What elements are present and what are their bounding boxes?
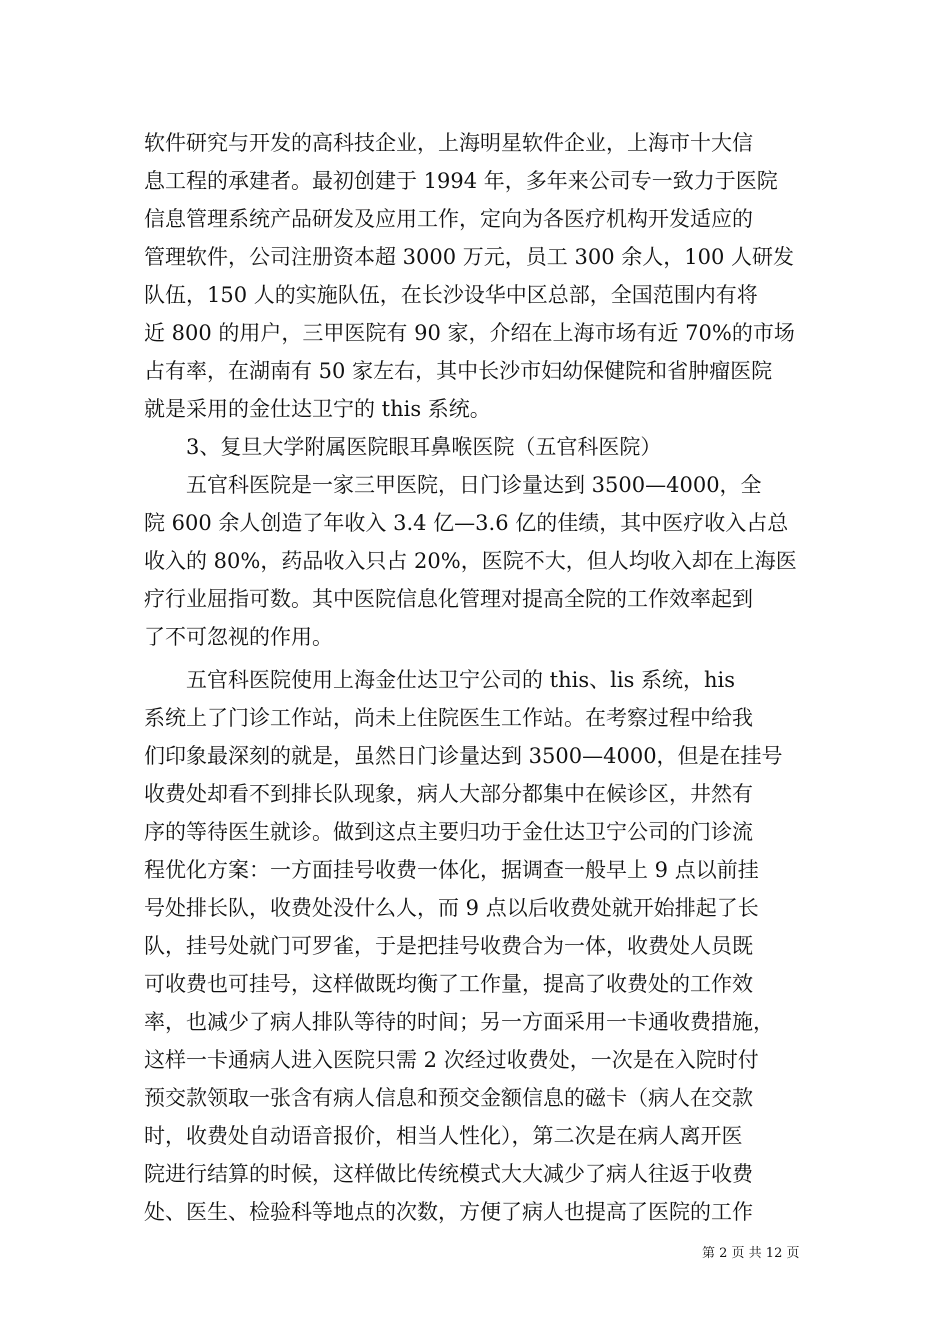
section-heading: 3、复旦大学附属医院眼耳鼻喉医院（五官科医院） — [186, 435, 662, 459]
text-line: 可收费也可挂号，这样做既均衡了工作量，提高了收费处的工作效 — [144, 972, 753, 996]
text-line: 占有率，在湖南有 50 家左右，其中长沙市妇幼保健院和省肿瘤医院 — [144, 359, 773, 383]
text-line: 近 800 的用户，三甲医院有 90 家，介绍在上海市场有近 70%的市场 — [144, 321, 795, 345]
text-line: 院 600 余人创造了年收入 3.4 亿—3.6 亿的佳绩，其中医疗收入占总 — [144, 511, 789, 535]
text-line: 了不可忽视的作用。 — [144, 625, 333, 649]
text-line: 时，收费处自动语音报价，相当人性化），第二次是在病人离开医 — [144, 1124, 743, 1148]
text-line: 队伍，150 人的实施队伍，在长沙设华中区总部，全国范围内有将 — [144, 283, 758, 307]
text-line: 系统上了门诊工作站，尚未上住院医生工作站。在考察过程中给我 — [144, 706, 753, 730]
text-line: 五官科医院使用上海金仕达卫宁公司的 this、lis 系统，his — [144, 668, 736, 692]
page-number: 第 2 页 共 12 页 — [702, 1246, 800, 1261]
text-line: 院进行结算的时候，这样做比传统模式大大减少了病人往返于收费 — [144, 1162, 753, 1186]
text-line: 这样一卡通病人进入医院只需 2 次经过收费处，一次是在入院时付 — [144, 1048, 759, 1072]
text-line: 收入的 80%，药品收入只占 20%，医院不大，但人均收入却在上海医 — [144, 549, 797, 573]
text-line: 队，挂号处就门可罗雀，于是把挂号收费合为一体，收费处人员既 — [144, 934, 753, 958]
text-line: 管理软件，公司注册资本超 3000 万元，员工 300 余人，100 人研发 — [144, 245, 794, 269]
text-line: 五官科医院是一家三甲医院，日门诊量达到 3500—4000，全 — [144, 473, 762, 497]
text-line: 处、医生、检验科等地点的次数，方便了病人也提高了医院的工作 — [144, 1200, 753, 1224]
text-line: 息工程的承建者。最初创建于 1994 年，多年来公司专一致力于医院 — [144, 169, 778, 193]
text-line: 疗行业屈指可数。其中医院信息化管理对提高全院的工作效率起到 — [144, 587, 753, 611]
text-line: 预交款领取一张含有病人信息和预交金额信息的磁卡（病人在交款 — [144, 1086, 753, 1110]
text-line: 信息管理系统产品研发及应用工作，定向为各医疗机构开发适应的 — [144, 207, 753, 231]
body-text — [144, 124, 824, 1231]
text-line: 率，也减少了病人排队等待的时间；另一方面采用一卡通收费措施， — [144, 1010, 774, 1034]
text-line: 程优化方案：一方面挂号收费一体化，据调查一般早上 9 点以前挂 — [144, 858, 759, 882]
text-line: 软件研究与开发的高科技企业，上海明星软件企业，上海市十大信 — [144, 131, 753, 155]
text-line: 号处排长队，收费处没什么人，而 9 点以后收费处就开始排起了长 — [144, 896, 759, 920]
text-line: 就是采用的金仕达卫宁的 this 系统。 — [144, 397, 491, 421]
text-line: 收费处却看不到排长队现象，病人大部分都集中在候诊区，井然有 — [144, 782, 753, 806]
text-line: 序的等待医生就诊。做到这点主要归功于金仕达卫宁公司的门诊流 — [144, 820, 753, 844]
text-line: 们印象最深刻的就是，虽然日门诊量达到 3500—4000，但是在挂号 — [144, 744, 783, 768]
